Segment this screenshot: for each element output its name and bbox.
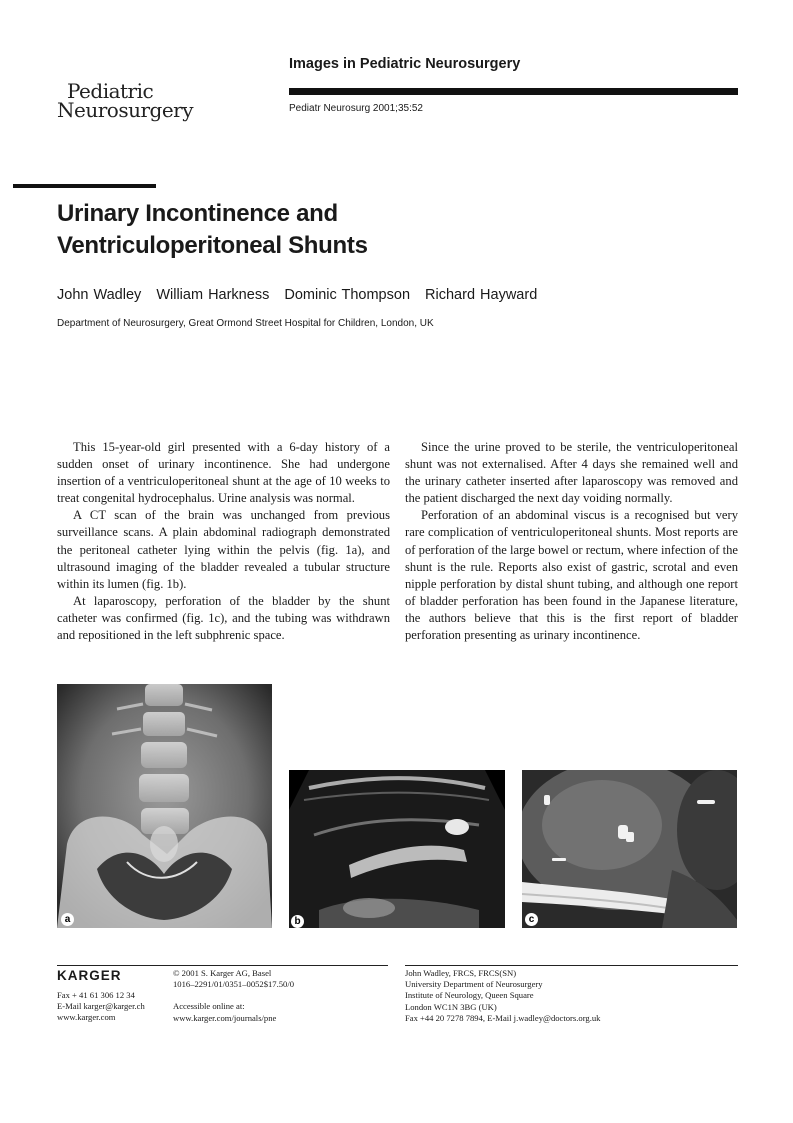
publisher-contact	[57, 990, 145, 1024]
article-title-line1: Urinary Incontinence and	[57, 200, 338, 227]
author: William Harkness	[156, 287, 270, 303]
journal-logo	[57, 79, 194, 122]
ultrasound-image	[289, 770, 505, 928]
title-rule	[13, 184, 156, 188]
author: John Wadley	[57, 287, 142, 303]
publisher-fax: Fax + 41 61 306 12 34	[57, 990, 135, 1000]
corr-contact: Fax +44 20 7278 7894, E-Mail j.wadley@doctors.org.uk	[405, 1012, 601, 1023]
figure-1c-laparoscopy	[522, 770, 737, 928]
laparoscopy-image	[522, 770, 737, 928]
article-title	[57, 198, 557, 262]
footer-rule	[57, 965, 388, 966]
body-column-left	[57, 439, 390, 644]
figure-label-a: a	[61, 913, 74, 926]
paragraph: A CT scan of the brain was unchanged from previous surveillance scans. A plain abdominal radiograph demonstrated the peritoneal catheter lying within the pelvis (fig. 1a), and ultrasound imaging of the bladder revealed a tubular structure within its lumen (fig. 1b).	[57, 508, 390, 591]
author: Dominic Thompson	[284, 287, 411, 303]
body-column-right	[405, 439, 738, 644]
figure-1a-radiograph	[57, 684, 272, 928]
online-url: www.karger.com/journals/pne	[173, 1012, 277, 1023]
publisher-email: E-Mail karger@karger.ch	[57, 1001, 145, 1012]
footer-rule	[405, 965, 738, 966]
figure-1b-ultrasound	[289, 770, 505, 928]
issn: 1016–2291/01/0351–0052$17.50/0	[173, 979, 295, 990]
paragraph: This 15-year-old girl presented with a 6-day history of a sudden onset of urinary incontinence. She had undergone insertion of a ventriculoperitoneal shunt at the age of 10 weeks to treat congenital hydrocephalus. Urine analysis was normal.	[57, 440, 390, 506]
correspondence-block	[405, 968, 600, 1024]
journal-logo-line1: Pediatric	[67, 79, 154, 103]
online-label: Accessible online at:	[173, 1001, 245, 1012]
copyright-block	[173, 968, 294, 1024]
header-rule	[289, 88, 738, 95]
paragraph: Since the urine proved to be sterile, the ventriculoperitoneal shunt was not externalised. After 4 days she remained well and the urinary catheter inserted after laparoscopy was removed and the patient discharged the next day voiding normally.	[405, 440, 738, 506]
publisher-logo: KARGER	[57, 968, 122, 983]
radiograph-image	[57, 684, 272, 928]
author: Richard Hayward	[425, 287, 538, 303]
figure-label-c: c	[525, 913, 538, 926]
citation: Pediatr Neurosurg 2001;35:52	[289, 103, 423, 114]
journal-logo-line2: Neurosurgery	[57, 98, 194, 122]
paragraph: At laparoscopy, perforation of the bladder by the shunt catheter was confirmed (fig. 1c), and the tubing was withdrawn and repositioned in the left subphrenic space.	[57, 593, 390, 643]
corr-dept: University Department of Neurosurgery	[405, 979, 543, 990]
section-title: Images in Pediatric Neurosurgery	[289, 56, 521, 72]
article-title-line2: Ventriculoperitoneal Shunts	[57, 232, 368, 259]
publisher-web: www.karger.com	[57, 1012, 116, 1023]
affiliation: Department of Neurosurgery, Great Ormond Street Hospital for Children, London, UK	[57, 318, 434, 329]
corr-name: John Wadley, FRCS, FRCS(SN)	[405, 968, 517, 978]
corr-city: London WC1N 3BG (UK)	[405, 1001, 497, 1012]
corr-inst: Institute of Neurology, Queen Square	[405, 990, 534, 1001]
paragraph: Perforation of an abdominal viscus is a recognised but very rare complication of ventriculoperitoneal shunts. Most reports are of perforation of the large bowel or rectum, where infection of the shunt is the rule. Reports also exist of gastric, scrotal and even nipple perforation by distal shunt tubing, and although one report of bladder perforation has been found in the Japanese literature, the authors believe that this is the first report of bladder perforation presenting as urinary incontinence.	[405, 508, 738, 643]
figure-label-b: b	[291, 915, 304, 928]
copyright: © 2001 S. Karger AG, Basel	[173, 968, 272, 978]
author-list	[57, 287, 547, 303]
